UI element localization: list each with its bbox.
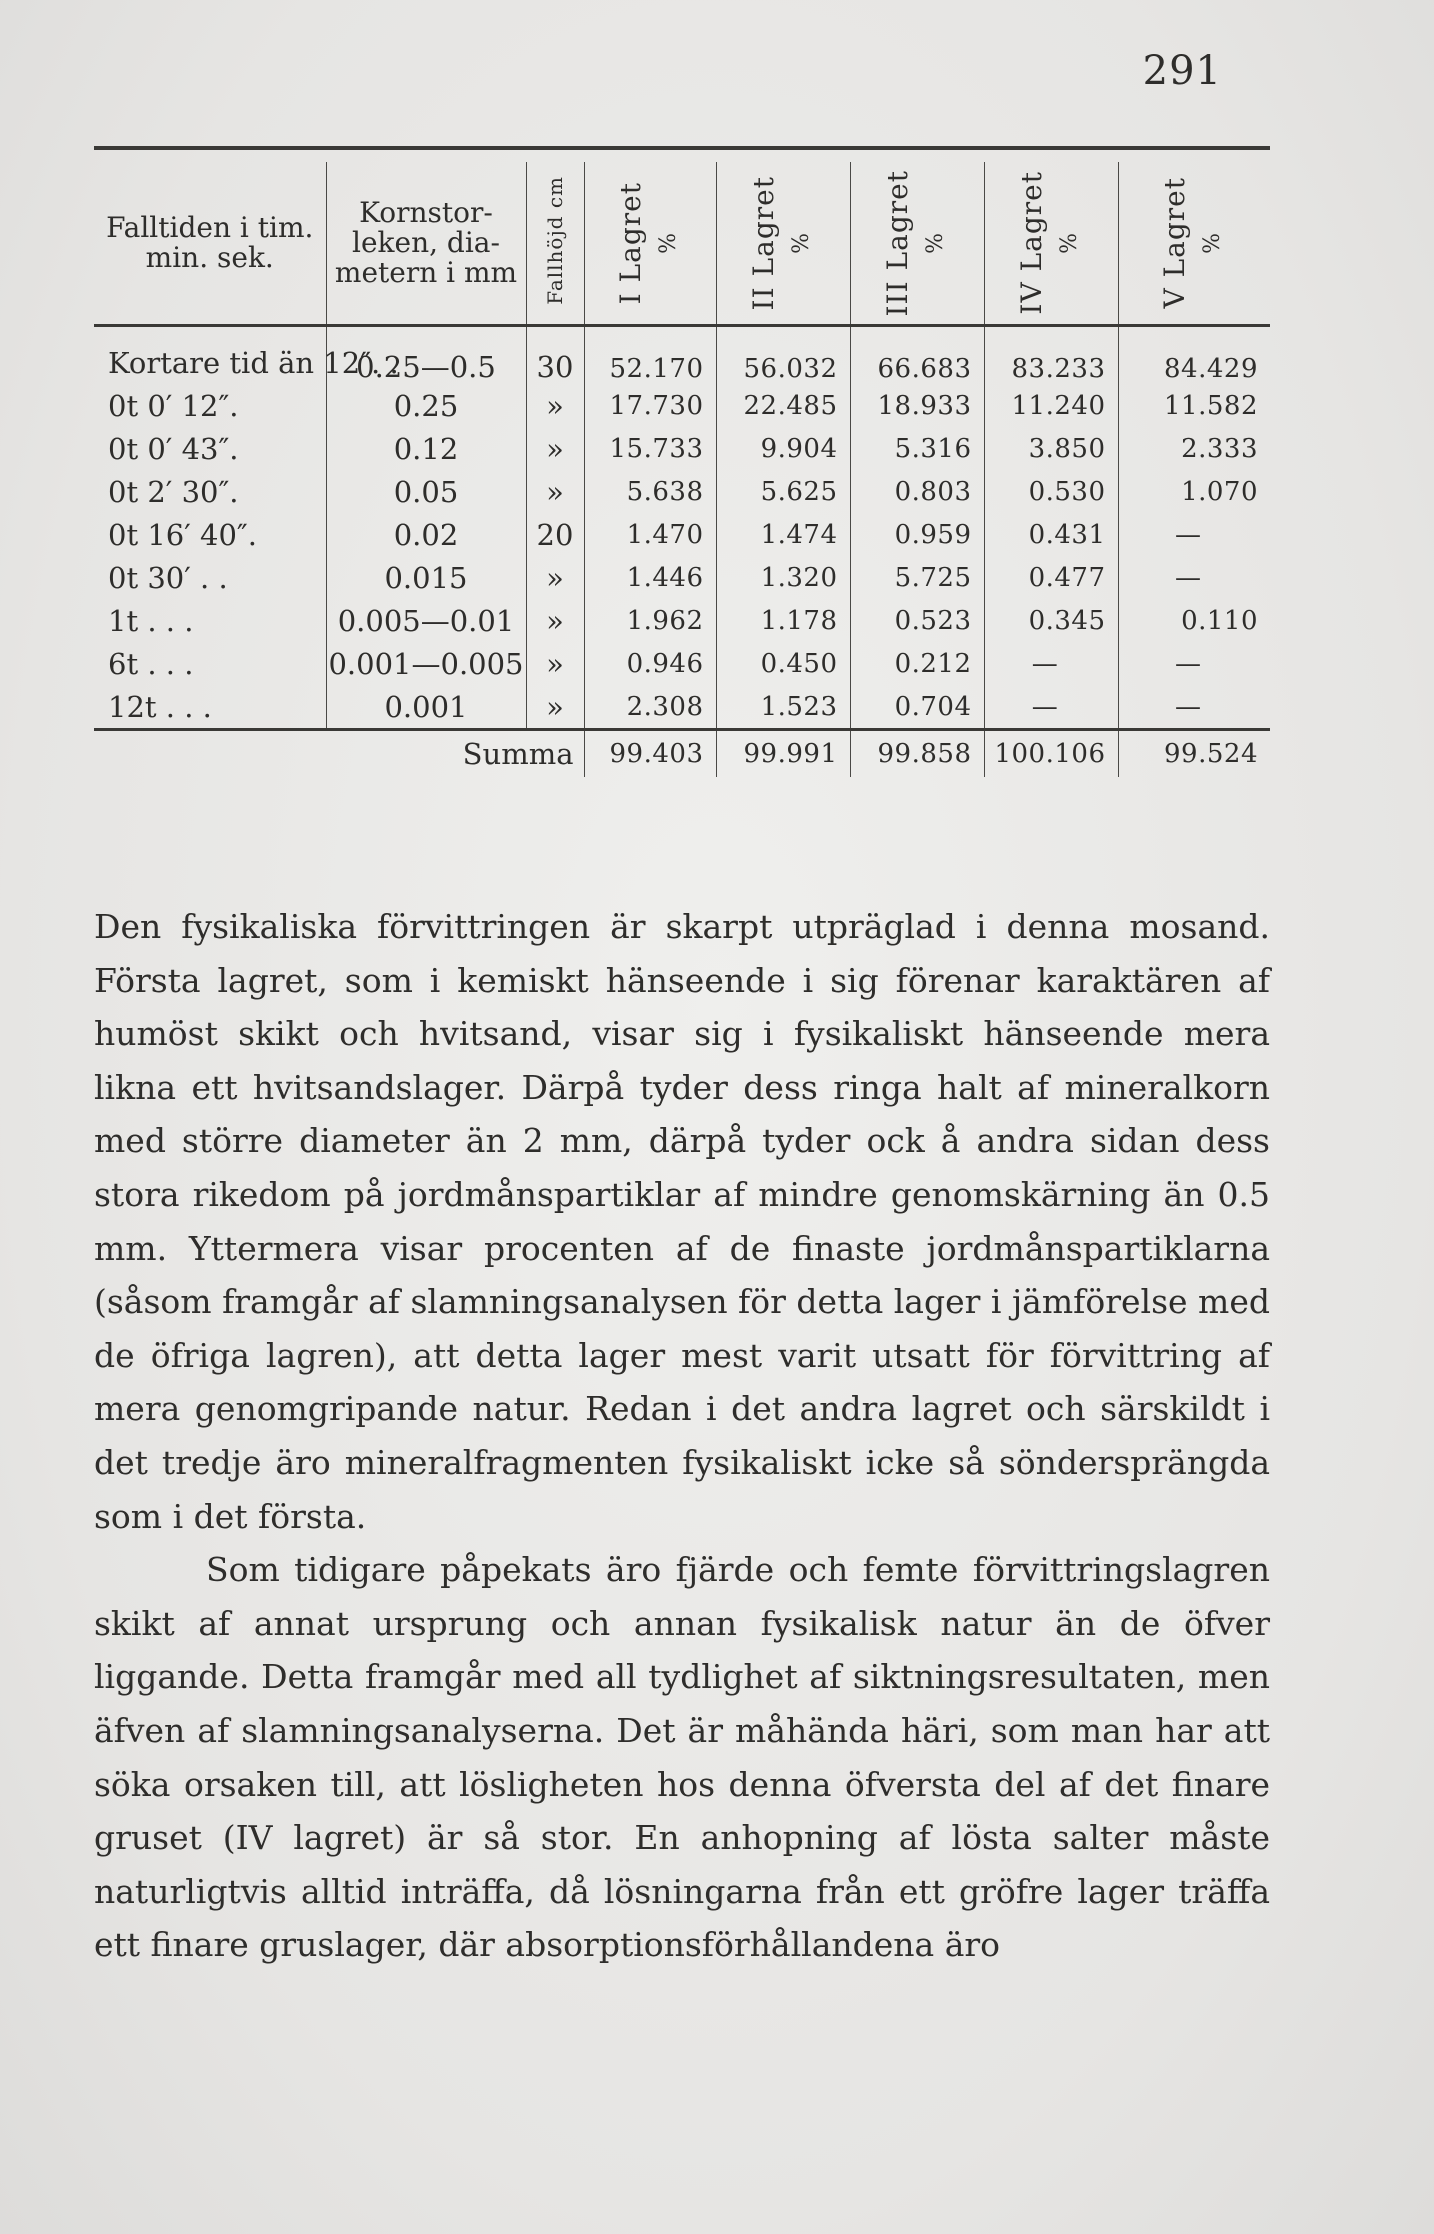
cell-size: 0.001—0.005: [326, 642, 526, 685]
cell-time: 1t . . .: [108, 603, 194, 638]
sieving-results-table: [94, 162, 1270, 777]
header-layer-1: [584, 162, 716, 326]
cell-value: 3.850: [984, 427, 1118, 470]
cell-height: »: [526, 470, 584, 513]
cell-value: 1.070: [1118, 470, 1270, 513]
summa-value: 100.106: [984, 730, 1118, 778]
cell-height: »: [526, 556, 584, 599]
cell-value: 83.233: [984, 326, 1118, 385]
header-layer-3: [850, 162, 984, 326]
table-header-row: [94, 162, 1270, 326]
cell-value: 0.345: [984, 599, 1118, 642]
cell-value: 5.725: [850, 556, 984, 599]
header-layer-3-label: III Lagret: [881, 169, 914, 317]
cell-value: —: [1118, 642, 1270, 685]
table-row: [94, 513, 1270, 556]
cell-size: 0.25: [326, 384, 526, 427]
cell-size: 0.005—0.01: [326, 599, 526, 642]
cell-time: 0t 2′ 30″.: [108, 474, 239, 509]
header-layer-5-unit: %: [1200, 232, 1226, 254]
cell-value: 22.485: [716, 384, 850, 427]
header-kornstorleken: Kornstor- leken, dia- metern i mm: [326, 162, 526, 326]
cell-height: »: [526, 384, 584, 427]
cell-value: 9.904: [716, 427, 850, 470]
header-layer-2: [716, 162, 850, 326]
cell-size: 0.05: [326, 470, 526, 513]
header-layer-2-unit: %: [789, 232, 814, 254]
summa-label: Summa: [326, 730, 584, 778]
summa-value: 99.403: [584, 730, 716, 778]
cell-time: 0t 0′ 12″.: [108, 388, 239, 423]
cell-value: 15.733: [584, 427, 716, 470]
cell-value: 17.730: [584, 384, 716, 427]
table-row: [94, 384, 1270, 427]
header-layer-3-unit: %: [923, 232, 948, 254]
cell-value: 11.240: [984, 384, 1118, 427]
cell-time-text: Kortare tid än 12″. .: [108, 345, 399, 380]
header-layer-1-unit: %: [656, 232, 681, 254]
header-fallhojd-label: Fallhöjd cm: [543, 175, 567, 305]
body-text: [94, 900, 1270, 1972]
cell-value: 0.530: [984, 470, 1118, 513]
summa-row: [94, 730, 1270, 778]
cell-value: 1.474: [716, 513, 850, 556]
cell-value: 52.170: [584, 326, 716, 385]
cell-value: 0.431: [984, 513, 1118, 556]
cell-value: 1.962: [584, 599, 716, 642]
cell-value: 56.032: [716, 326, 850, 385]
table-row: [94, 470, 1270, 513]
cell-height: 20: [526, 513, 584, 556]
cell-value: 1.523: [716, 685, 850, 730]
cell-value: 2.308: [584, 685, 716, 730]
cell-value: 18.933: [850, 384, 984, 427]
cell-value: —: [984, 642, 1118, 685]
results-table-wrapper: [94, 146, 1270, 777]
cell-time: 12t . . .: [108, 689, 212, 724]
table-row: [94, 599, 1270, 642]
header-falltiden: Falltiden i tim. min. sek.: [106, 211, 314, 274]
summa-blank: [94, 730, 326, 778]
cell-value: 84.429: [1118, 326, 1270, 385]
cell-height: »: [526, 599, 584, 642]
cell-time: 0t 30′ . .: [108, 560, 228, 595]
cell-value: 0.450: [716, 642, 850, 685]
cell-value: —: [984, 685, 1118, 730]
cell-value: 0.946: [584, 642, 716, 685]
cell-height: 30: [526, 326, 584, 385]
cell-value: 1.470: [584, 513, 716, 556]
paragraph: Den fysikaliska förvittringen är skarpt utpräglad i denna mosand. Första lagret, som i kemiskt hänseende i sig förenar karaktären af humöst skikt och hvitsand, visar sig i fysikaliskt hänseende mera likna ett hvitsandslager. Därpå tyder dess ringa halt af mineralkorn med större diameter än 2 mm, därpå tyder ock å andra sidan dess stora rikedom på jordmånspartiklar af mindre genomskärning än 0.5 mm. Yttermera visar procenten af de finaste jordmånspartiklarna (såsom framgår af slamningsanalysen för detta lager i jämförelse med de öfriga lagren), att detta lager mest varit utsatt för förvittring af mera genomgripande natur. Redan i det andra lagret och särskildt i det tredje äro mineralfragmenten fysikaliskt icke så söndersprängda som i det första.: [94, 907, 1270, 1536]
cell-value: —: [1118, 685, 1270, 730]
table-row: [94, 642, 1270, 685]
cell-value: 5.625: [716, 470, 850, 513]
cell-size: 0.25—0.5: [326, 326, 526, 385]
cell-value: —: [1118, 556, 1270, 599]
cell-value: 1.178: [716, 599, 850, 642]
summa-value: 99.858: [850, 730, 984, 778]
cell-height: »: [526, 427, 584, 470]
cell-size: 0.12: [326, 427, 526, 470]
cell-value: 0.803: [850, 470, 984, 513]
page-number: 291: [1142, 48, 1222, 94]
cell-value: 1.446: [584, 556, 716, 599]
cell-value: 2.333: [1118, 427, 1270, 470]
header-layer-2-label: II Lagret: [747, 175, 780, 311]
cell-value: 0.212: [850, 642, 984, 685]
cell-value: —: [1118, 513, 1270, 556]
header-layer-4-unit: %: [1057, 232, 1082, 254]
cell-value: 0.704: [850, 685, 984, 730]
summa-value: 99.991: [716, 730, 850, 778]
cell-value: 5.316: [850, 427, 984, 470]
cell-size: 0.02: [326, 513, 526, 556]
cell-height: »: [526, 642, 584, 685]
table-row: [94, 326, 1270, 385]
cell-time: 6t . . .: [108, 646, 194, 681]
table-row: [94, 427, 1270, 470]
summa-value: 99.524: [1118, 730, 1270, 778]
header-layer-4-label: IV Lagret: [1015, 171, 1048, 315]
header-layer-5: [1118, 162, 1270, 326]
table-row: [94, 685, 1270, 730]
header-fallhojd: [526, 162, 584, 326]
cell-value: 1.320: [716, 556, 850, 599]
cell-value: 0.477: [984, 556, 1118, 599]
cell-time: 0t 16′ 40″.: [108, 517, 257, 552]
header-layer-1-label: I Lagret: [614, 181, 647, 305]
cell-value: 0.523: [850, 599, 984, 642]
cell-value: 0.110: [1118, 599, 1270, 642]
table-top-rule: [94, 146, 1270, 150]
header-layer-5-label: V Lagret: [1158, 177, 1192, 309]
header-layer-4: [984, 162, 1118, 326]
cell-time: [94, 326, 399, 385]
paragraph: Som tidigare påpekats äro fjärde och femte förvittringslagren skikt af annat ursprung och annan fysikalisk natur än de öfver liggande. Detta framgår med all tydlighet af siktningsresultaten, men äfven af slamningsanalyserna. Det är måhända häri, som man har att söka orsaken till, att lösligheten hos denna öfversta del af det finare gruset (IV lagret) är så stor. En anhopning af lösta salter måste naturligtvis alltid inträffa, då lösningarna från ett gröfre lager träffa ett finare gruslager, där absorptionsförhållandena äro: [94, 1550, 1270, 1965]
cell-time: 0t 0′ 43″.: [108, 431, 239, 466]
cell-value: 66.683: [850, 326, 984, 385]
cell-height: »: [526, 685, 584, 730]
table-row: [94, 556, 1270, 599]
cell-size: 0.015: [326, 556, 526, 599]
cell-value: 11.582: [1118, 384, 1270, 427]
cell-value: 5.638: [584, 470, 716, 513]
cell-value: 0.959: [850, 513, 984, 556]
cell-size: 0.001: [326, 685, 526, 730]
